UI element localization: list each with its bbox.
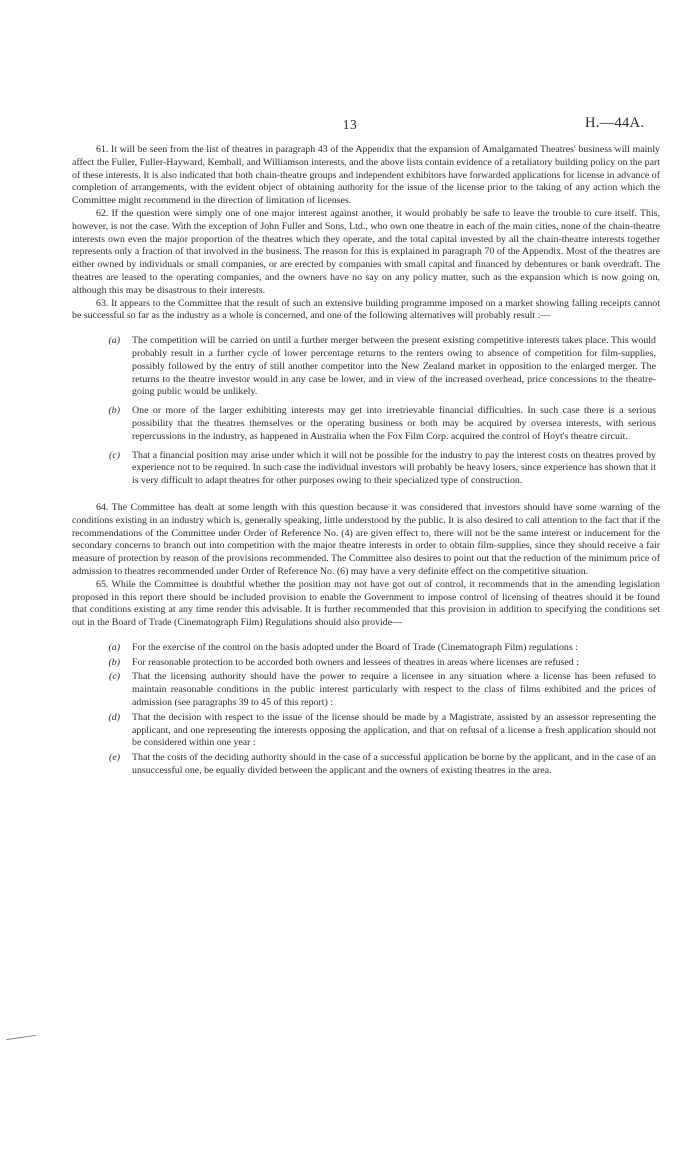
paragraph-64: 64. The Committee has dealt at some length with this question because it was considered that investors should have some warning of the conditions existing in an industry which is, generally speaking, little understood by the public. It is also desired to call attention to the fact that if the recommendations of the Committee under Order of Reference No. (4) are given effect to, there will not be the same interest or inducement for the secondary concerns to branch out into competition with the major theatre interests in order to obtain film-supplies, since they should receive a fair measure of protection by reason of the provisions recommended. The Committee also desires to point out that the reduction of the minimum price of admission to theatres recommended under Order of Reference No. (6) may have a very definite effect on the competitive situation. xyxy=(72,501,660,577)
provisions-list xyxy=(92,642,660,778)
paragraph-62: 62. If the question were simply one of one major interest against another, it would probably be safe to leave the trouble to cure itself. This, however, is not the case. With the exception of John Fuller and Sons, Ltd., who own one theatre in each of the main cities, none of the chain-theatre interests own even the major proportion of the theatres which they operate, and the total capital invested by all the chain-theatre interests together represents only a fraction of that involved in the business. The reason for this is explained in paragraph 70 of the Appendix. Most of the theatres are either owned by individuals or small companies, or are erected by companies with small capital and financed by debentures or bank overdraft. The theatres are leased to the operating companies, and the owners have no say on any policy matter, such as the expansion which is now going on, although this may be disastrous to their interests. xyxy=(72,207,660,296)
list-item xyxy=(92,642,660,655)
list-item-text: That the costs of the deciding authority should in the case of a successful application be borne by the applicant, and in the case of an unsuccessful one, be equally divided between the applicant and the owners of existing theatres in the area. xyxy=(132,752,656,777)
list-item-label: (c) xyxy=(109,449,120,461)
list-item-text: For reasonable protection to be accorded both owners and lessees of theatres in areas where licenses are refused : xyxy=(132,656,579,668)
list-item-label: (d) xyxy=(108,711,120,723)
list-item-label: (c) xyxy=(109,671,120,683)
list-item-text: That a financial position may arise under which it will not be possible for the industry to pay the interest costs on theatres proved by experience not to be required. In such case the individual investors will probably be heavy losers, since experience has shown that it is very difficult to adapt theatres for other purposes owing to their specialized type of construction. xyxy=(132,449,656,487)
list-item xyxy=(92,712,660,750)
list-item xyxy=(92,450,660,488)
list-item-text: That the licensing authority should have the power to require a licensee in any situation where a license has been refused to maintain reasonable conditions in the public interest particularly with respect to the class of films exhibited and the prices of admission (see paragraphs 39 to 45 of this report) : xyxy=(132,671,656,709)
list-item-text: For the exercise of the control on the basis adopted under the Board of Trade (Cinematograph Film) regulations : xyxy=(132,641,578,653)
alternatives-list xyxy=(92,335,660,488)
list-item-text: That the decision with respect to the issue of the license should be made by a Magistrate, assisted by an assessor representing the applicant, and one representing the interests opposing the application, and that on refusal of a license a fresh application should not be considered within one year : xyxy=(132,711,656,749)
list-item-label: (a) xyxy=(108,641,120,653)
list-item xyxy=(92,671,660,709)
list-item-label: (e) xyxy=(109,752,120,764)
margin-pencil-mark xyxy=(6,1035,36,1040)
list-item-label: (b) xyxy=(108,656,120,668)
list-item xyxy=(92,335,660,399)
list-item-label: (a) xyxy=(108,335,120,347)
list-item xyxy=(92,752,660,778)
paragraph-63: 63. It appears to the Committee that the result of such an extensive building programme imposed on a market showing falling receipts cannot be successful so far as the industry as a whole is concerned, and one of the following alternatives will probably result :— xyxy=(72,297,660,322)
list-item-label: (b) xyxy=(108,405,120,417)
paragraph-65: 65. While the Committee is doubtful whether the position may not have got out of control, it recommends that in the amending legislation proposed in this report there should be included provision to enable the Government to impose control of licensing of theatres should it be found that conditions existing at any time render this advisable. It is further recommended that this provision in addition to specifying the conditions set out in the Board of Trade (Cinematograph Film) Regulations should also provide— xyxy=(72,578,660,629)
document-reference: H.—44A. xyxy=(585,115,645,131)
page-number: 13 xyxy=(342,117,358,132)
list-item xyxy=(92,405,660,443)
list-item xyxy=(92,657,660,670)
page-body xyxy=(72,144,660,780)
list-item-text: One or more of the larger exhibiting interests may get into irretrievable financial difficulties. In such case there is a serious possibility that the theatres themselves or the operating business or both may be acquired by oversea interests, with serious repercussions in the industry, as happened in Australia when the Fox Film Corp. acquired the control of Hoyt's theatre circuit. xyxy=(132,405,656,442)
list-item-text: The competition will be carried on until a further merger between the present existing competitive interests takes place. This would probably result in a further cycle of lower percentage returns to the renters owing to absence of competition for film-supplies, possibly followed by the entry of still another competitor into the New Zealand market in opposition to the enlarged merger. The returns to the theatre investor would in any case be lower, and in view of the increased overhead, price concessions to the theatre-going public would be unlikely. xyxy=(132,335,656,398)
paragraph-61: 61. It will be seen from the list of theatres in paragraph 43 of the Appendix that the expansion of Amalgamated Theatres' business will mainly affect the Fuller, Fuller-Hayward, Kemball, and Williamson interests, and the above lists contain evidence of a retaliatory building policy on the part of these interests. It is also indicated that both chain-theatre groups and independent exhibitors have forwarded applications for license in advance of completion of arrangements, with the evident object of obtaining authority for the issue of the license prior to the taking of any action which the Committee might recommend in the direction of limitation of licenses. xyxy=(72,144,660,207)
